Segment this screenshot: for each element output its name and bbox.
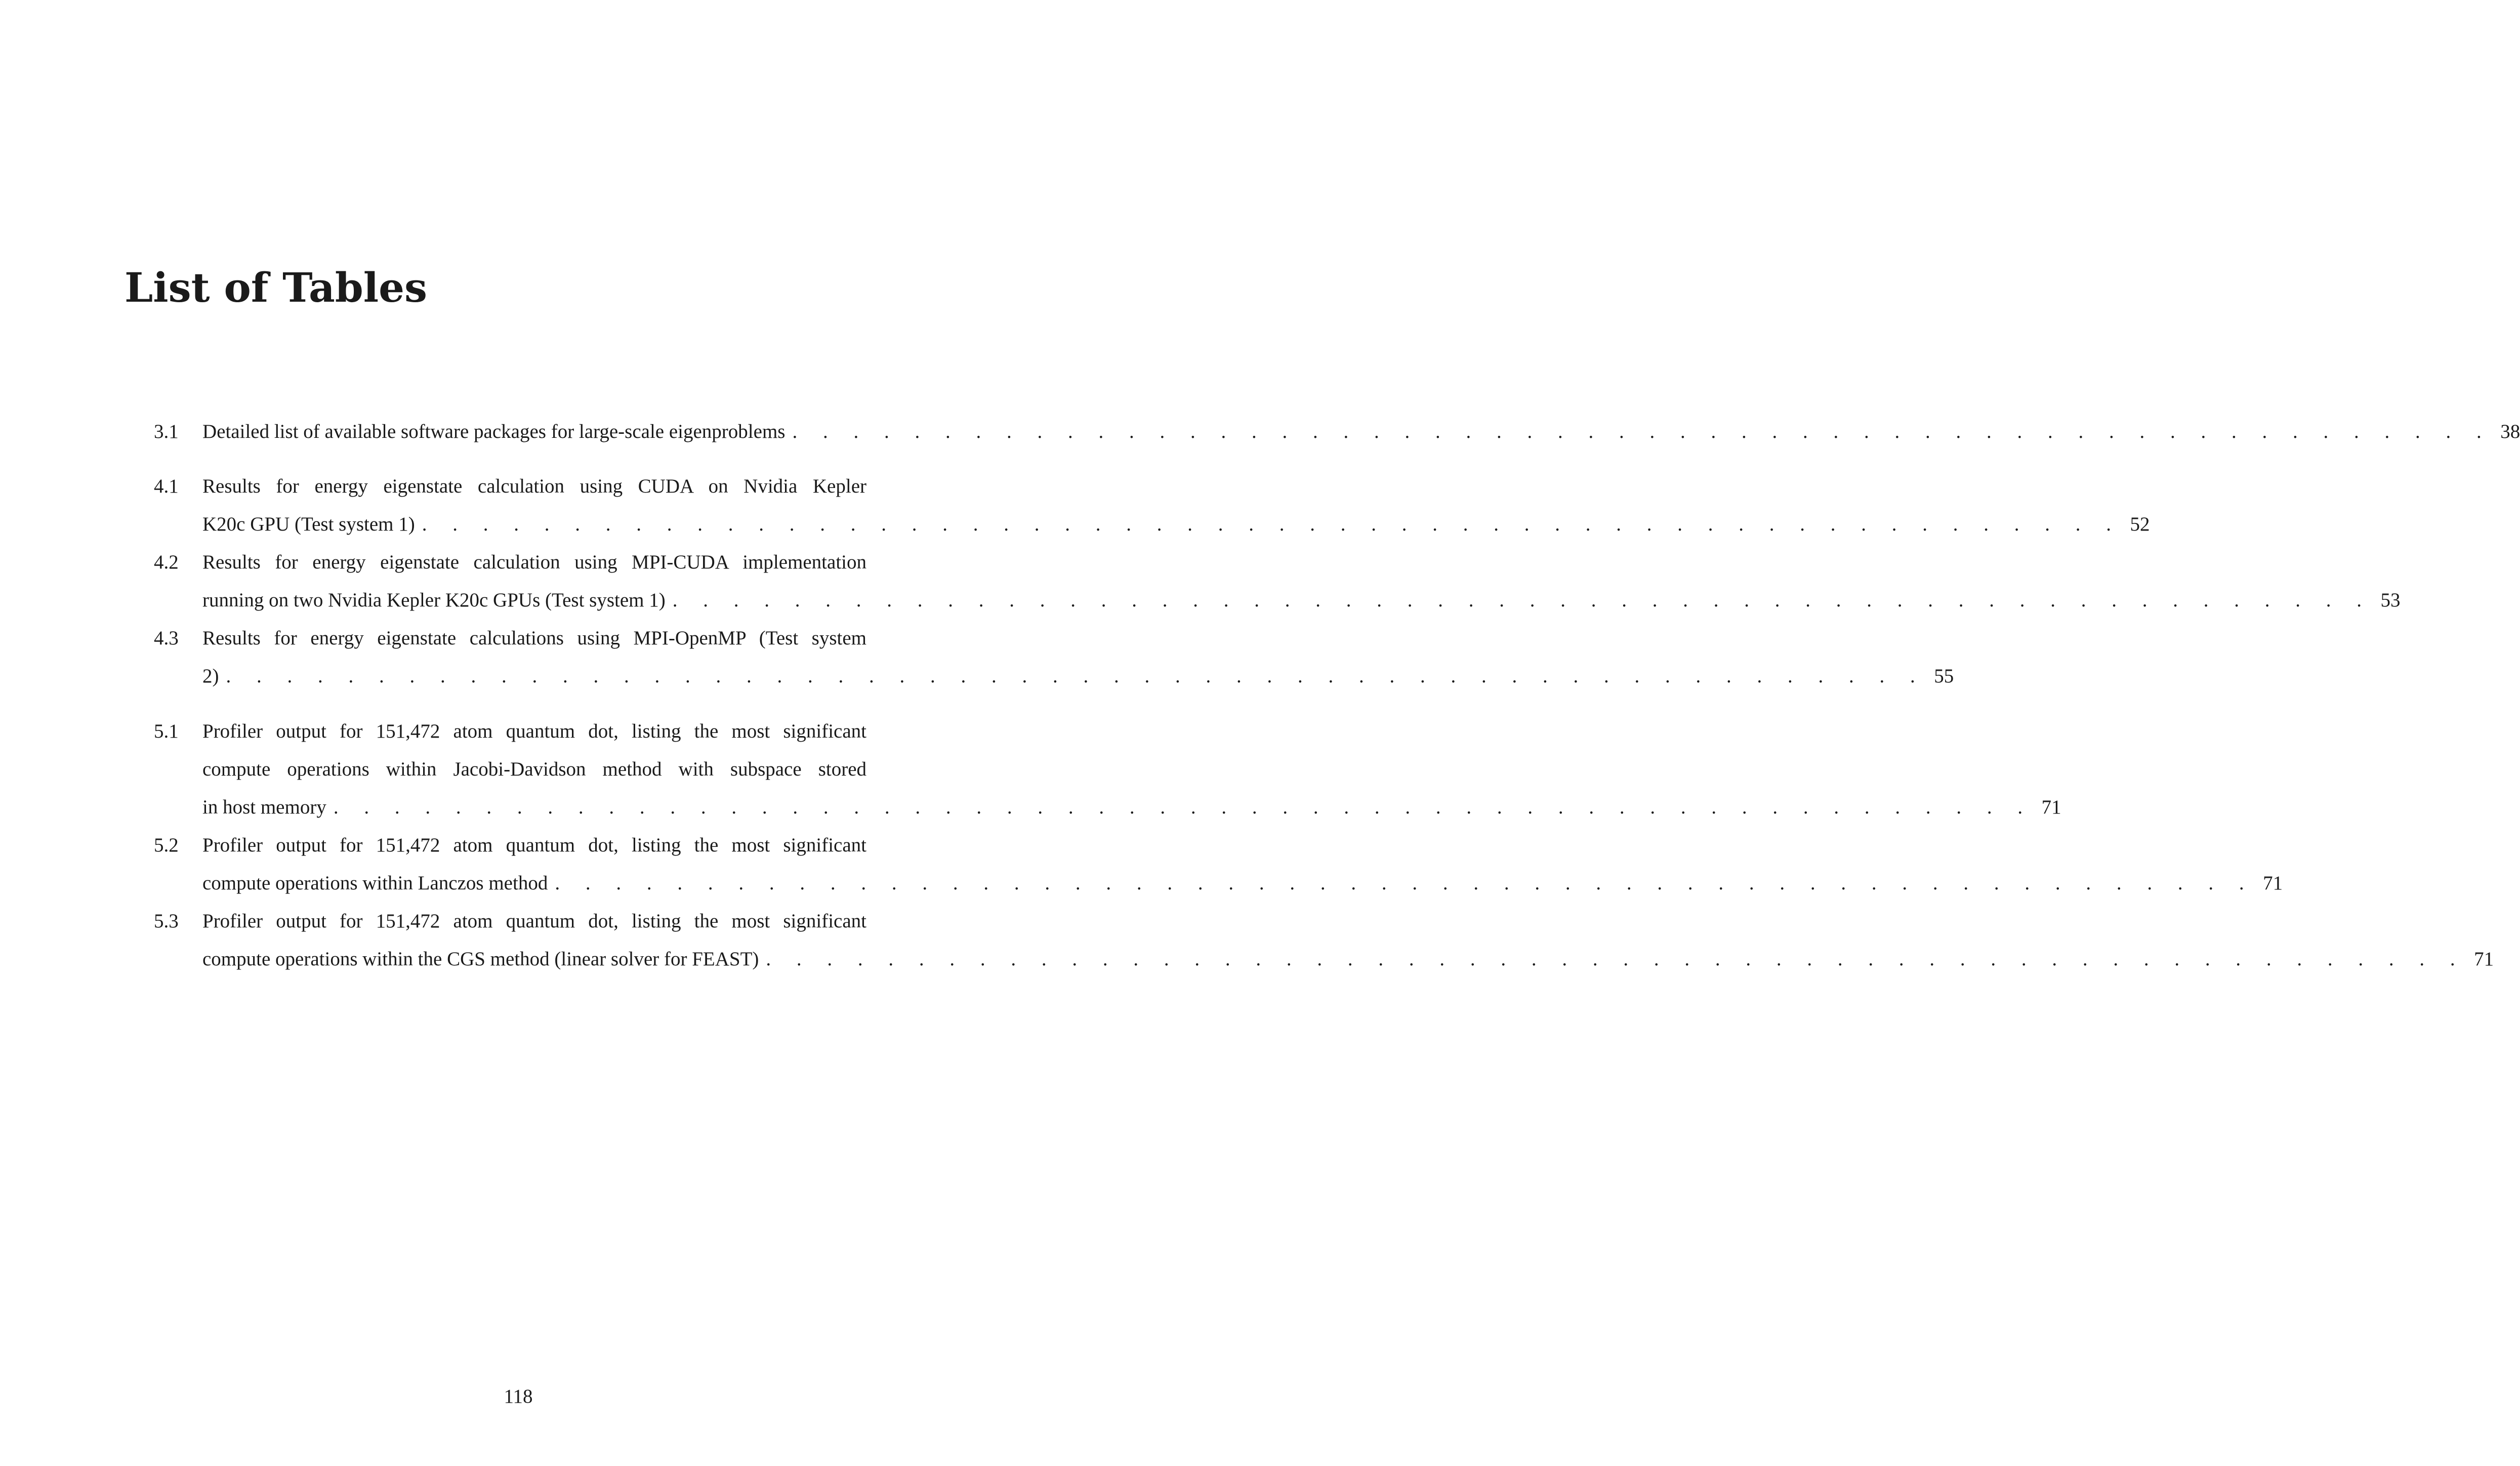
table-caption-line: Profiler output for 151,472 atom quantum dot, listing the most significant — [202, 834, 866, 856]
page-number: 71 — [2474, 948, 2494, 970]
table-number: 5.1 — [154, 720, 179, 742]
page-number: 55 — [1934, 665, 1954, 687]
table-caption-last-line — [202, 665, 1954, 687]
page-title: List of Tables — [125, 264, 428, 311]
page-number: 52 — [2130, 513, 2150, 535]
table-caption-text: K20c GPU (Test system 1) — [202, 513, 415, 535]
table-number: 5.3 — [154, 910, 179, 932]
table-caption-text: compute operations within the CGS method (linear solver for FEAST) — [202, 948, 759, 970]
dot-leader: . . . . . . . . . . . . . . . . . . . . . . . . . . . . . . . . . . . . . . . . . . . . . . . . . . . . . . . . — [672, 589, 2372, 611]
table-caption-line: Results for energy eigenstate calculations using MPI-OpenMP (Test system — [202, 627, 866, 649]
dot-leader: . . . . . . . . . . . . . . . . . . . . . . . . . . . . . . . . . . . . . . . . . . . . . . . . . . . . . . . . — [226, 665, 1926, 687]
table-caption-last-line — [202, 948, 2494, 970]
table-caption-line: Profiler output for 151,472 atom quantum dot, listing the most significant — [202, 720, 866, 742]
table-caption-text: running on two Nvidia Kepler K20c GPUs (Test system 1) — [202, 589, 666, 611]
table-caption-last-line — [202, 589, 2401, 612]
dot-leader: . . . . . . . . . . . . . . . . . . . . . . . . . . . . . . . . . . . . . . . . . . . . . . . . . . . . . . . . — [792, 421, 2492, 442]
table-caption-line: Results for energy eigenstate calculation using CUDA on Nvidia Kepler — [202, 475, 866, 497]
table-caption-last-line — [202, 513, 2150, 536]
table-caption-line: Results for energy eigenstate calculation using MPI-CUDA implementation — [202, 551, 866, 573]
table-number: 3.1 — [154, 421, 179, 442]
table-caption-last-line — [202, 872, 2283, 894]
table-caption-last-line — [202, 420, 2520, 443]
page-number: 71 — [2041, 796, 2061, 818]
dot-leader: . . . . . . . . . . . . . . . . . . . . . . . . . . . . . . . . . . . . . . . . . . . . . . . . . . . . . . . . — [422, 513, 2122, 535]
table-number: 4.3 — [154, 627, 179, 649]
table-number: 4.1 — [154, 475, 179, 497]
page-folio: 118 — [504, 1386, 533, 1407]
dot-leader: . . . . . . . . . . . . . . . . . . . . . . . . . . . . . . . . . . . . . . . . . . . . . . . . . . . . . . . . — [766, 948, 2466, 970]
table-caption-text: compute operations within Lanczos method — [202, 872, 548, 894]
dot-leader: . . . . . . . . . . . . . . . . . . . . . . . . . . . . . . . . . . . . . . . . . . . . . . . . . . . . . . . . — [555, 872, 2255, 894]
dot-leader: . . . . . . . . . . . . . . . . . . . . . . . . . . . . . . . . . . . . . . . . . . . . . . . . . . . . . . . . — [333, 796, 2033, 818]
table-caption-line: compute operations within Jacobi-Davidson method with subspace stored — [202, 758, 866, 780]
table-number: 4.2 — [154, 551, 179, 573]
table-caption-text: in host memory — [202, 796, 326, 818]
page-number: 71 — [2263, 872, 2283, 894]
table-caption-text: 2) — [202, 665, 219, 687]
table-caption-last-line — [202, 796, 2061, 819]
table-caption-line: Profiler output for 151,472 atom quantum dot, listing the most significant — [202, 910, 866, 932]
table-caption-text: Detailed list of available software packages for large-scale eigenproblems — [202, 421, 786, 442]
table-number: 5.2 — [154, 834, 179, 856]
page-number: 38 — [2500, 421, 2520, 442]
page-number: 53 — [2380, 589, 2401, 611]
